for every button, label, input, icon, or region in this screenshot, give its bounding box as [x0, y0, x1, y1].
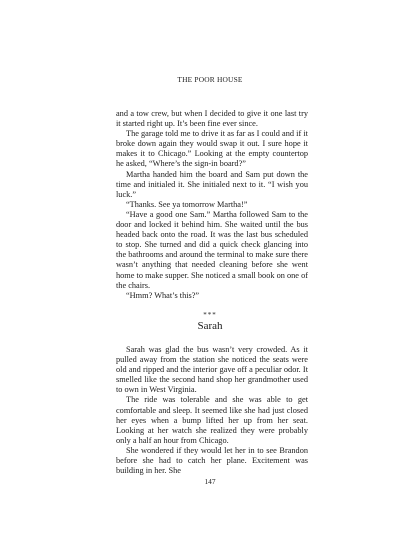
paragraph: “Have a good one Sam.” Martha followed Sam to the door and locked it behind him. She waited until the bus headed back onto the road. It was the last bus scheduled to stop. She turned and did a quick check glancing into the bathrooms and around the terminal to make sure there wasn’t anything that needed cleaning before she went home to make supper. She noticed a small book on one of the chairs.	[116, 209, 308, 290]
paragraph: “Hmm? What’s this?”	[126, 290, 200, 300]
paragraph: Martha handed him the board and Sam put down the time and initialed it. She initialed next to it. “I wish you luck.”	[116, 169, 308, 199]
text-block-after-break	[116, 345, 308, 476]
section-title: Sarah	[197, 320, 223, 332]
paragraph: She wondered if they would let her in to see Brandon before she had to catch her plane. Excitement was building in her. She	[116, 445, 308, 476]
paragraph: “Thanks. See ya tomorrow Martha!”	[126, 199, 248, 209]
paragraph: The garage told me to drive it as far as I could and if it broke down again they would swap it out. I sure hope it makes it to Chicago.” Looking at the empty countertop he asked, “Where’s the sign-in board?”	[116, 129, 308, 169]
text-block-before-break	[116, 109, 308, 301]
page-number: 147	[204, 477, 216, 486]
paragraph: and a tow crew, but when I decided to give it one last try it started right up. It’s been fine ever since.	[116, 109, 308, 129]
running-head: THE POOR HOUSE	[177, 75, 243, 84]
paragraph: The ride was tolerable and she was able to get comfortable and sleep. It seemed like she had just closed her eyes when a bump lifted her up from her seat. Looking at her watch she realized they were probably only a half an hour from Chicago.	[116, 395, 308, 445]
paragraph: Sarah was glad the bus wasn’t very crowded. As it pulled away from the station she noticed the seats were old and ripped and the interior gave off a peculiar odor. It smelled like the second hand shop her grandmother used to own in West Virginia.	[116, 345, 308, 395]
scene-break: ***	[203, 311, 217, 319]
